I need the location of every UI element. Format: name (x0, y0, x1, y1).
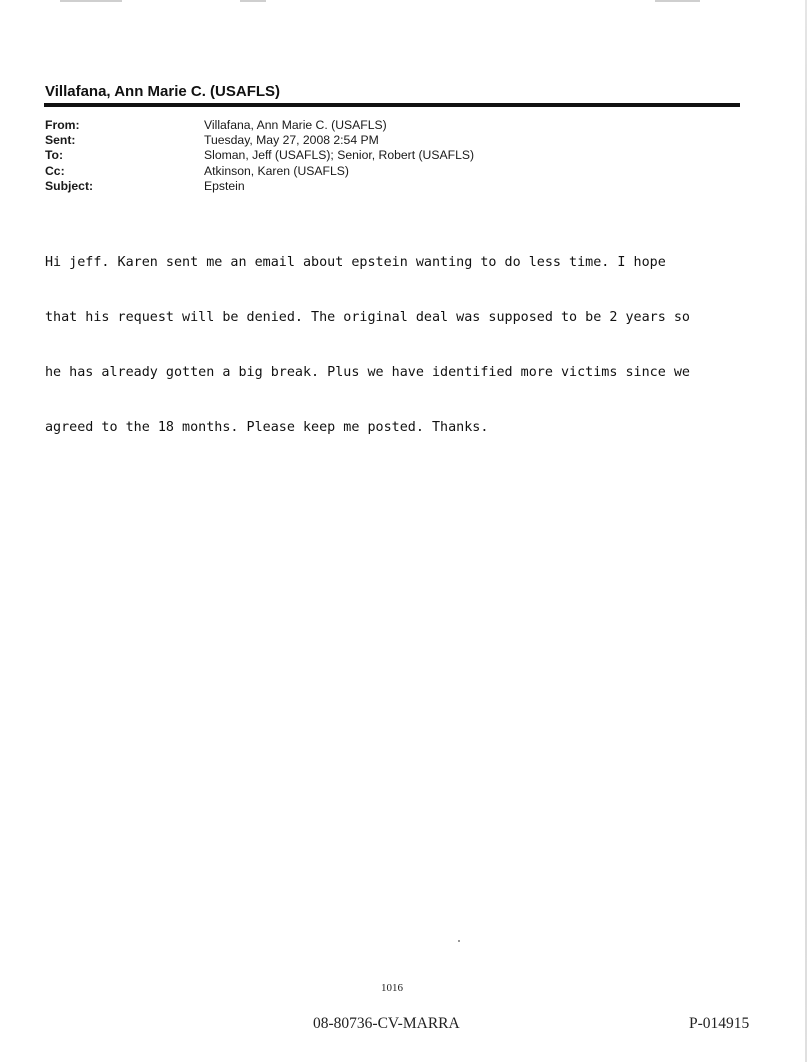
from-value: Villafana, Ann Marie C. (USAFLS) (204, 118, 387, 132)
scan-speck (458, 940, 460, 942)
sent-label: Sent: (45, 133, 76, 148)
to-value: Sloman, Jeff (USAFLS); Senior, Robert (USAFLS) (204, 148, 475, 163)
to-label: To: (45, 148, 64, 163)
email-body-line: agreed to the 18 months. Please keep me posted. Thanks. (45, 420, 489, 436)
header-row-to (45, 148, 474, 163)
bates-number: P-014915 (689, 1015, 750, 1032)
subject-label: Subject: (45, 178, 94, 193)
header-row-subject (45, 179, 474, 194)
header-row-cc (45, 164, 474, 179)
email-body-line: he has already gotten a big break. Plus we have identified more victims since we (45, 365, 690, 381)
page-number: 1016 (381, 982, 403, 994)
title-divider (44, 103, 740, 107)
cc-value: Atkinson, Karen (USAFLS) (204, 163, 349, 178)
sent-value: Tuesday, May 27, 2008 2:54 PM (204, 133, 379, 148)
scan-artifact-mark (240, 0, 266, 2)
email-body (45, 217, 745, 475)
email-body-line: Hi jeff. Karen sent me an email about epstein wanting to do less time. I hope (45, 254, 666, 270)
scan-artifact-mark (655, 0, 700, 2)
case-number: 08-80736-CV-MARRA (313, 1015, 460, 1032)
email-sender-title: Villafana, Ann Marie C. (USAFLS) (45, 83, 281, 100)
from-label: From: (45, 118, 80, 132)
subject-value: Epstein (204, 178, 245, 193)
scan-artifact-mark (60, 0, 122, 2)
cc-label: Cc: (45, 163, 65, 178)
header-row-from (45, 118, 474, 133)
email-body-line: that his request will be denied. The original deal was supposed to be 2 years so (45, 310, 690, 326)
header-row-sent (45, 133, 474, 148)
email-header-block (45, 118, 474, 194)
